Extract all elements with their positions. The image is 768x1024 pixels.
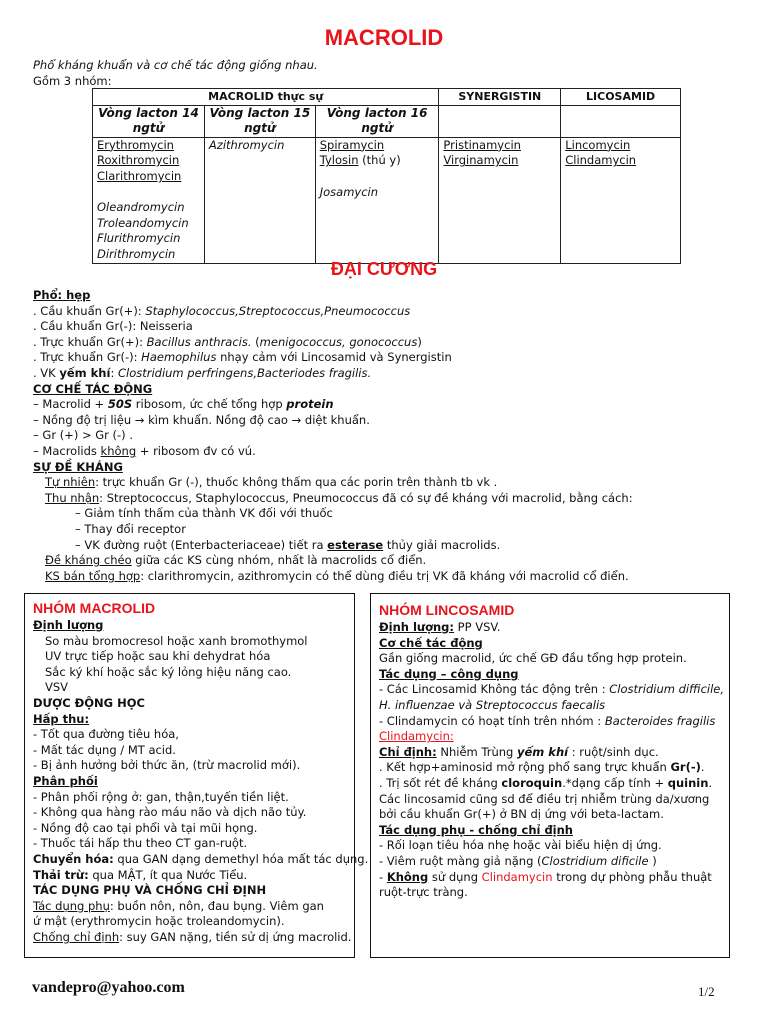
subheader-lacton-16: Vòng lacton 16 ngtử <box>315 105 439 137</box>
resistance-way: – Giảm tính thấm của thành VK đối với thuốc <box>75 506 333 521</box>
pk-heading: DƯỢC ĐỘNG HỌC <box>33 695 145 710</box>
general-section <box>33 288 753 584</box>
text: - Các Lincosamid Không tác động trên : <box>379 682 610 697</box>
section-title-general: ĐẠI CƯƠNG <box>330 259 438 279</box>
use-line <box>379 714 729 730</box>
text: . Kết hợp+aminosid mở rộng phổ sang trực khuẩn <box>379 760 671 775</box>
text: không <box>100 443 137 458</box>
indication-line: Các lincosamid cũng sd để điều trị nhiễm trùng da/xương <box>379 791 710 806</box>
text: : ruột/sinh dục. <box>568 744 659 759</box>
text: Chống chỉ định <box>33 929 120 944</box>
text: : Streptococcus, Staphylococcus, Pneumococcus đã có sự đề kháng với macrolid, bằng cách: <box>99 490 633 505</box>
drug-name: Oleandromycin <box>97 200 185 215</box>
spectrum-heading: Phổ: hẹp <box>33 288 91 302</box>
text: qua MẬT, ít qua Nước Tiểu. <box>88 867 248 882</box>
drug-name: Troleandomycin <box>97 215 189 230</box>
distribution-item: - Nồng độ cao tại phổi và tại mũi họng. <box>33 820 258 835</box>
text: esterase <box>327 537 384 552</box>
text: qua GAN dạng demethyl hóa mất tác dụng. <box>113 851 369 866</box>
intro <box>33 58 733 89</box>
distribution-item: - Phân phối rộng ở: gan, thận,tuyến tiền liệt. <box>33 789 289 804</box>
resistance-semisynthetic <box>33 569 753 585</box>
text: Haemophilus <box>141 350 217 365</box>
absorption-item: - Bị ảnh hưởng bởi thức ăn, (trừ macrolid mới). <box>33 758 301 773</box>
text: Thải trừ: <box>33 867 89 882</box>
text: sử dụng <box>428 869 482 884</box>
assay-item: VSV <box>45 680 69 695</box>
drug-name: Virginamycin <box>443 153 519 168</box>
intro-line-1: Phổ kháng khuẩn và cơ chế tác động giống nhau. <box>33 58 318 72</box>
text: 50S <box>107 397 133 412</box>
excretion-line <box>33 868 354 884</box>
resistance-heading: SỰ ĐỀ KHÁNG <box>33 459 123 474</box>
absorption-item: - Mất tác dụng / MT acid. <box>33 742 176 757</box>
page-number: 1/2 <box>698 984 715 999</box>
text: Đề kháng chéo <box>45 553 132 568</box>
text: : clarithromycin, azithromycin có thể dùng điều trị VK đã kháng với macrolid cổ điển. <box>140 568 629 583</box>
adverse-effects-line: ứ mật (erythromycin hoặc troleandomycin). <box>33 914 285 929</box>
text: Chỉ định: <box>379 744 437 759</box>
subheader-lacton-15: Vòng lacton 15 ngtử <box>204 105 315 137</box>
text: Tác dụng phụ <box>33 898 110 913</box>
text: : <box>110 365 118 380</box>
text: Bacteroides fragilis <box>604 713 716 728</box>
drug-name: Clarithromycin <box>97 168 182 183</box>
mechanism-line <box>33 397 753 413</box>
resistance-natural <box>33 475 753 491</box>
text: . Trị sốt rét đề kháng <box>379 775 502 790</box>
subheader-lacton-14: Vòng lacton 14 ngtử <box>93 105 205 137</box>
assay-heading: Định lượng <box>33 618 104 632</box>
macrolid-group-box <box>24 593 369 958</box>
cell-synergistin <box>439 137 561 263</box>
distribution-heading: Phân phối <box>33 773 98 788</box>
text: – Macrolids <box>33 443 101 458</box>
text: thủy giải macrolids. <box>383 537 501 552</box>
drug-name: Flurithromycin <box>97 231 181 246</box>
spectrum-line <box>33 350 753 366</box>
text: . Cầu khuẩn Gr(+): <box>33 303 146 318</box>
text: . Trực khuẩn Gr(+): <box>33 334 147 349</box>
text: Gr(-) <box>670 760 701 775</box>
text: Clostridium perfringens,Bacteriodes fragilis. <box>117 365 372 380</box>
table-header-row <box>93 89 681 106</box>
box-title: NHÓM MACROLID <box>33 600 156 616</box>
text: Định lượng: <box>379 620 455 634</box>
arrow-icon: → <box>291 412 302 427</box>
header-macrolid: MACROLID thực sự <box>93 89 439 106</box>
text: Nhiễm Trùng <box>436 744 518 759</box>
drug-name: Erythromycin <box>97 137 174 152</box>
contraindication-line <box>33 930 354 946</box>
text: yếm khí <box>517 744 569 759</box>
text: : trực khuẩn Gr (-), thuốc không thấm qua các porin trên thành tb vk . <box>95 475 498 490</box>
mechanism-text: Gần giống macrolid, ức chế GĐ đầu tổng hợp protein. <box>379 651 687 666</box>
distribution-item: - Không qua hàng rào máu não và dịch não tủy. <box>33 805 307 820</box>
text: . Trực khuẩn Gr(-): <box>33 350 142 365</box>
table-drug-row <box>93 137 681 263</box>
use-line <box>379 682 729 698</box>
text: .*dạng cấp tính + <box>562 775 668 790</box>
resistance-way: – Thay đổi receptor <box>75 521 186 536</box>
text: giữa các KS cùng nhóm, nhất là macrolids cổ điển. <box>131 553 427 568</box>
adverse-effects-line: ruột-trực tràng. <box>379 885 468 900</box>
text: Staphylococcus,Streptococcus,Pneumococcus <box>145 303 411 318</box>
cell-lacton-14 <box>93 137 205 263</box>
clindamycin-heading: Clindamycin: <box>379 729 454 744</box>
cell-lacton-15 <box>204 137 315 263</box>
intro-line-2: Gồm 3 nhóm: <box>33 73 112 88</box>
indication-line <box>379 745 729 761</box>
mechanism-heading: Cơ chế tác động <box>379 635 483 650</box>
text: – Macrolid + <box>33 397 108 412</box>
adverse-effects-line <box>379 870 729 886</box>
indication-line: bởi cầu khuẩn Gr(+) ở BN dị ứng với beta-lactam. <box>379 807 664 822</box>
text: diệt khuẩn. <box>301 412 370 427</box>
text: : buồn nôn, nôn, đau bụng. Viêm gan <box>109 898 324 913</box>
text: kìm khuẩn. Nồng độ cao <box>144 412 292 427</box>
drug-name: Tylosin <box>319 153 359 168</box>
arrow-icon: → <box>134 412 145 427</box>
spacer <box>320 169 435 185</box>
spectrum-line <box>33 335 753 351</box>
resistance-acquired <box>33 491 753 507</box>
mechanism-heading: CƠ CHẾ TÁC ĐỘNG <box>33 381 153 396</box>
text: trong dự phòng phẫu thuật <box>552 869 712 884</box>
spectrum-line <box>33 366 753 382</box>
text: nhạy cảm với Lincosamid và Synergistin <box>216 350 452 365</box>
drug-name: Josamycin <box>319 184 379 199</box>
text: - Clindamycin có hoạt tính trên nhóm : <box>379 713 605 728</box>
cell-lacton-16 <box>315 137 439 263</box>
text: Không <box>386 869 429 884</box>
text: – Nồng độ trị liệu <box>33 412 135 427</box>
mechanism-line <box>33 444 753 460</box>
text: – VK đường ruột (Enterbacteriaceae) tiết ra <box>75 537 328 552</box>
distribution-item: - Thuốc tái hấp thu theo CT gan-ruột. <box>33 836 248 851</box>
drug-note: (thú y) <box>362 153 401 168</box>
text: quinin <box>667 775 709 790</box>
text: PP VSV. <box>454 620 501 634</box>
classification-table <box>92 88 681 264</box>
text: + ribosom đv có vú. <box>136 443 256 458</box>
text: Clindamycin <box>481 869 553 884</box>
table-subheader-row <box>93 105 681 137</box>
assay-item: UV trực tiếp hoặc sau khi dehydrat hóa <box>45 649 271 664</box>
metabolism-line <box>33 851 369 868</box>
subheader-empty-synergistin <box>439 105 561 137</box>
text: ) <box>648 853 657 868</box>
spectrum-line <box>33 304 753 320</box>
drug-name: Lincomycin <box>565 137 631 152</box>
use-heading: Tác dụng – công dụng <box>379 666 519 681</box>
resistance-way <box>33 538 753 554</box>
text: Clostridium difficile, <box>609 682 725 697</box>
text: ribosom, ức chế tổng hợp <box>132 397 287 412</box>
adverse-effects-line <box>33 899 354 915</box>
drug-name: Azithromycin <box>208 137 285 152</box>
subheader-empty-licosamid <box>561 105 681 137</box>
absorption-item: - Tốt qua đường tiêu hóa, <box>33 727 179 742</box>
footer-email: vandepro@yahoo.com <box>32 979 185 996</box>
adverse-effects-line: - Rối loạn tiêu hóa nhẹ hoặc vài biểu hiện dị ứng. <box>379 838 662 853</box>
text: - <box>379 869 387 884</box>
text: KS bán tổng hợp <box>45 568 141 583</box>
box-title: NHÓM LINCOSAMID <box>379 602 515 618</box>
text: Chuyển hóa: <box>33 851 114 866</box>
text: cloroquin <box>501 775 563 790</box>
drug-name: Spiramycin <box>319 137 385 152</box>
text: . <box>700 760 705 775</box>
indication-line <box>379 776 729 792</box>
text: yếm khí <box>59 365 111 380</box>
lincosamid-group-box <box>370 593 730 958</box>
text: ( <box>251 334 260 349</box>
text: menigococcus, gonococcus <box>259 334 418 349</box>
mechanism-line <box>33 413 753 429</box>
text: . <box>708 775 713 790</box>
text: Thu nhận <box>45 490 100 505</box>
text: - Viêm ruột màng giả nặng ( <box>379 853 542 868</box>
assay-line <box>379 620 729 636</box>
drug-line-tylosin <box>320 153 435 169</box>
text: ) <box>417 334 422 349</box>
header-licosamid: LICOSAMID <box>561 89 681 106</box>
drug-name: Pristinamycin <box>443 137 521 152</box>
assay-item: So màu bromocresol hoặc xanh bromothymol <box>45 633 308 648</box>
drug-name: Dirithromycin <box>97 246 176 261</box>
text: Bacillus anthracis. <box>146 334 252 349</box>
text: Clostridium dificile <box>541 853 649 868</box>
use-line: H. influenzae và Streptococcus faecalis <box>379 697 606 712</box>
spacer <box>97 185 200 201</box>
drug-name: Roxithromycin <box>97 153 180 168</box>
assay-item: Sắc ký khí hoặc sắc ký lỏng hiệu năng cao. <box>45 664 292 679</box>
indication-line <box>379 760 729 776</box>
text: . VK <box>33 365 60 380</box>
adverse-effects-heading: TÁC DỤNG PHỤ VÀ CHỐNG CHỈ ĐỊNH <box>33 883 267 898</box>
absorption-heading: Hấp thu: <box>33 711 90 726</box>
cell-licosamid <box>561 137 681 263</box>
text: Tự nhiên <box>45 475 96 490</box>
text: : suy GAN nặng, tiền sử dị ứng macrolid. <box>119 929 352 944</box>
header-synergistin: SYNERGISTIN <box>439 89 561 106</box>
mechanism-line: – Gr (+) > Gr (-) . <box>33 428 133 443</box>
text: protein <box>286 397 334 412</box>
drug-name: Clindamycin <box>565 153 637 168</box>
resistance-cross <box>33 553 753 569</box>
document-title: MACROLID <box>324 25 444 50</box>
adverse-effects-heading: Tác dụng phụ - chống chỉ định <box>379 822 573 837</box>
adverse-effects-line <box>379 854 729 870</box>
spectrum-line: . Cầu khuẩn Gr(-): Neisseria <box>33 319 193 334</box>
